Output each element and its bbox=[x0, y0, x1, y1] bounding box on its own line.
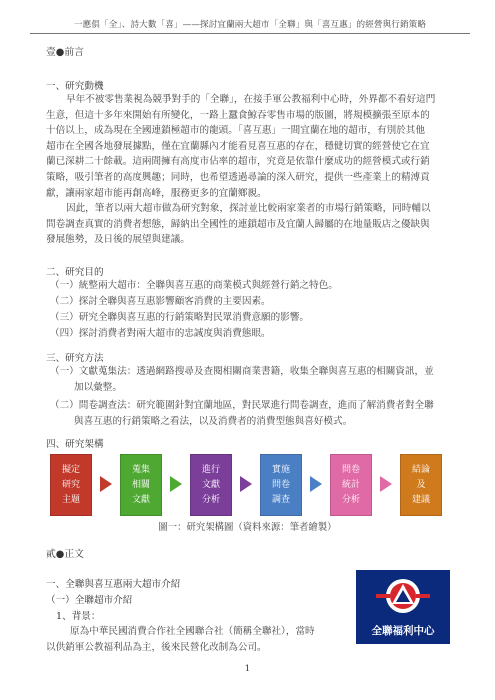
framework-box-statistics bbox=[330, 454, 372, 516]
method-1-line: （一）文獻蒐集法：透過網路搜尋及查閱相關商業書籍，收集全聯與喜互惠的相關資訊，並 bbox=[50, 366, 434, 377]
section-title-intro: 壹●前言 bbox=[46, 47, 84, 58]
motivation-line: 發展態勢，及日後的展望與建議。 bbox=[46, 234, 190, 246]
heading-motivation: 一、研究動機 bbox=[46, 81, 104, 92]
research-framework-diagram bbox=[50, 454, 460, 516]
box-text: 蒐集 bbox=[131, 464, 150, 475]
section-title-body: 貳●正文 bbox=[46, 549, 84, 560]
framework-box-conclusion bbox=[400, 454, 442, 516]
box-text: 擬定 bbox=[61, 464, 80, 475]
box-text: 文獻 bbox=[131, 494, 150, 505]
logo-text: 全聯福利中心 bbox=[371, 625, 435, 637]
motivation-paragraph-1 bbox=[46, 92, 456, 248]
box-text: 問卷 bbox=[271, 479, 290, 490]
subsubheading-background: 1、背景： bbox=[56, 611, 101, 622]
heading-method: 三、研究方法 bbox=[46, 353, 104, 364]
arrow-icon bbox=[100, 476, 112, 492]
box-text: 建議 bbox=[411, 494, 430, 505]
framework-box-literature bbox=[120, 454, 162, 516]
heading-framework: 四、研究架構 bbox=[46, 439, 104, 450]
arrow-icon bbox=[170, 476, 182, 492]
purpose-item-3: （三）研究全聯與喜互惠的行銷策略對民眾消費意願的影響。 bbox=[50, 312, 310, 323]
motivation-line: 因此，筆者以兩大超市做為研究對象，探討並比較兩家業者的市場行銷策略，同時輔以 bbox=[66, 203, 431, 215]
pxmart-logo bbox=[356, 570, 450, 644]
running-header: 一應俱「全」、詩大數「喜」——探討宜蘭兩大超市「全聯」與「喜互惠」的經營與行銷策略 bbox=[30, 18, 470, 34]
motivation-line: 蘭已深耕二十餘載。這兩間擁有高度市佔率的超市，究竟是依靠什麼成功的經營模式或行銷 bbox=[46, 156, 430, 168]
background-line: 以供銷軍公教福利品為主，後來民營化改制為公司。 bbox=[46, 642, 267, 653]
box-text: 主題 bbox=[61, 494, 80, 505]
arrow-icon bbox=[310, 476, 322, 492]
box-text: 分析 bbox=[341, 494, 360, 505]
page-number: 1 bbox=[244, 664, 251, 674]
heading-introduction: 一、全聯與喜互惠兩大超市介紹 bbox=[46, 579, 181, 590]
motivation-line: 問卷調查真實的消費者想態，歸納出全國性的連鎖超市及宜蘭人歸屬的在地量販店之優缺與 bbox=[46, 218, 430, 230]
box-text: 統計 bbox=[341, 479, 360, 490]
box-text: 進行 bbox=[201, 464, 220, 475]
box-text: 文獻 bbox=[201, 479, 220, 490]
purpose-item-1: （一）統整兩大超市：全聯與喜互惠的商業模式與經營行銷之特色。 bbox=[50, 280, 338, 291]
arrow-icon bbox=[380, 476, 392, 492]
motivation-line: 生意，但這十多年來開始有所變化，一路上蠶食鯨吞零售市場的版圖，將規模擴張至原本的 bbox=[46, 109, 430, 121]
framework-box-survey bbox=[260, 454, 302, 516]
box-text: 分析 bbox=[201, 494, 220, 505]
framework-box-topic bbox=[50, 454, 92, 516]
motivation-line: 策略，吸引筆者的高度興趣；同時，也希望透過尋論的深入研究，提供一些產業上的精溥貢 bbox=[46, 171, 430, 183]
box-text: 調查 bbox=[271, 494, 290, 505]
subheading-pxmart: （一）全聯超市介紹 bbox=[46, 595, 133, 606]
method-2-line: 與喜互惠的行銷策略之看法，以及消費者的消費型態與喜好模式。 bbox=[74, 416, 353, 427]
box-text: 實施 bbox=[271, 464, 290, 475]
heading-purpose: 二、研究目的 bbox=[46, 267, 104, 278]
arrow-icon bbox=[240, 476, 252, 492]
framework-box-analysis bbox=[190, 454, 232, 516]
box-text: 結論 bbox=[411, 464, 430, 475]
motivation-line: 十倍以上，成為現在全國連鎖極超市的龍頭。「喜互惠」一間宜蘭在地的超市，有別於其他 bbox=[46, 125, 425, 137]
motivation-line: 超市在全國各地發展據點，僅在宜蘭縣內才能看見喜互惠的存在，穩健切實的經營使它在宜 bbox=[46, 140, 430, 152]
motivation-line: 獻，讓兩家超市能再創高峰，服務更多的宜蘭鄉親。 bbox=[46, 187, 267, 199]
motivation-line: 早年不被零售業視為競爭對手的「全聯」，在接手軍公教福利中心時，外界都不看好這門 bbox=[66, 94, 436, 105]
figure-caption: 圖一：研究架構圖（資料來源：筆者繪製） bbox=[158, 522, 337, 533]
background-line: 原為中華民國消費合作社全國聯合社（簡稱全聯社），當時 bbox=[70, 626, 315, 637]
box-text: 問卷 bbox=[341, 464, 360, 475]
box-text: 及 bbox=[416, 479, 426, 490]
method-1-line: 加以彙整。 bbox=[74, 382, 122, 393]
box-text: 相關 bbox=[131, 479, 150, 490]
box-text: 研究 bbox=[61, 479, 80, 490]
purpose-item-2: （二）探討全聯與喜互惠影響顧客消費的主要因素。 bbox=[50, 296, 271, 307]
purpose-item-4: （四）探討消費者對兩大超市的忠誠度與消費態眼。 bbox=[50, 328, 271, 339]
method-2-line: （二）問卷調查法：研究範圍針對宜蘭地區，對民眾進行問卷調查，進而了解消費者對全聯 bbox=[50, 400, 434, 411]
